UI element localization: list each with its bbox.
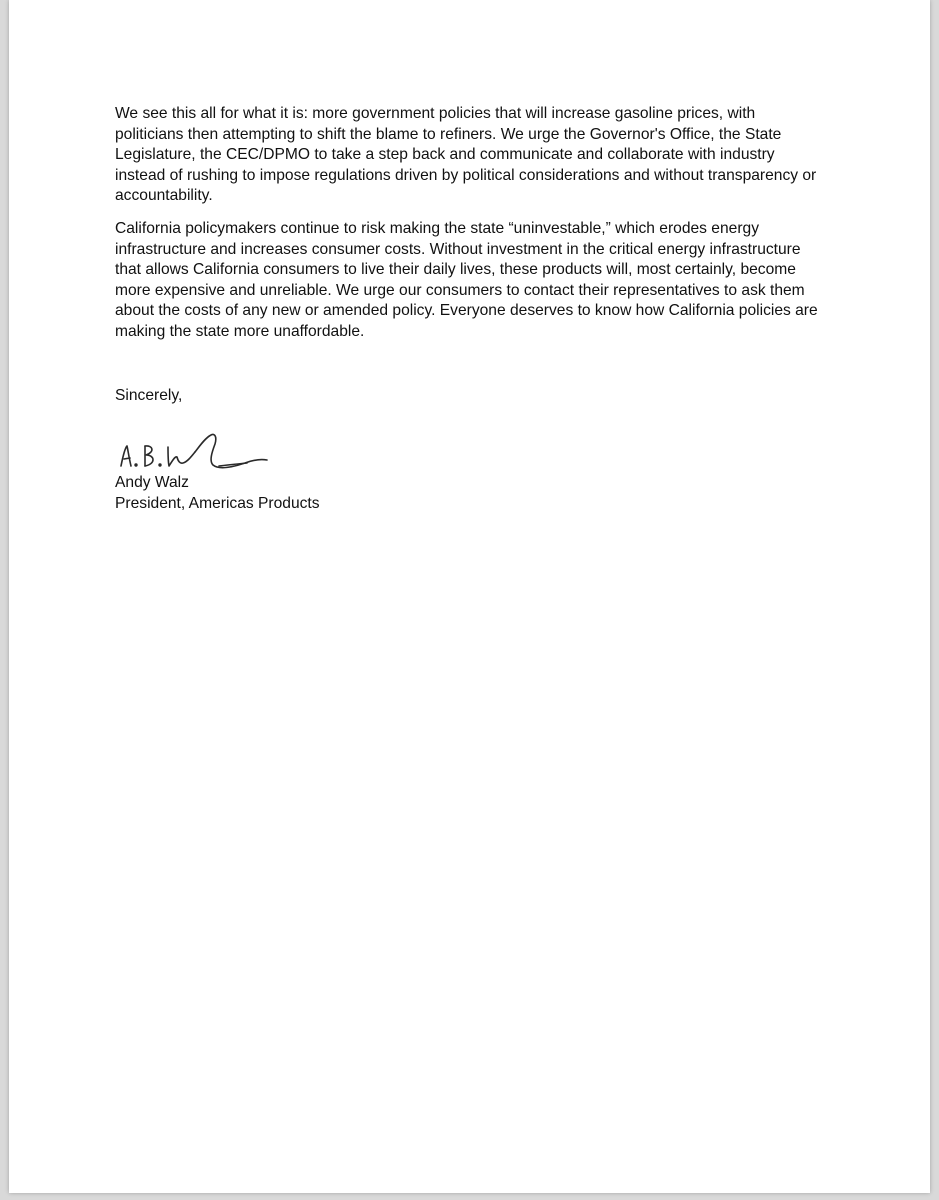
signer-name: Andy Walz [115, 474, 189, 491]
body-paragraph-2: California policymakers continue to risk making the state “uninvestable,” which erodes energy infrastructure and increases consumer costs. Without investment in the critical energy infrastructure that allows California consumers to live their daily lives, these products will, most certainly, become more expensive and unreliable. We urge our consumers to contact their representatives to ask them about the costs of any new or amended policy. Everyone deserves to know how California policies are making the state more unaffordable. [115, 219, 818, 340]
closing-salutation: Sincerely, [115, 387, 183, 404]
signer-title: President, Americas Products [115, 495, 320, 512]
letter-body [115, 104, 827, 355]
handwritten-signature [115, 430, 285, 476]
document-page [9, 0, 930, 1193]
body-paragraph-1: We see this all for what it is: more government policies that will increase gasoline prices, with politicians then attempting to shift the blame to refiners. We urge the Governor's Office, the State Legislature, the CEC/DPMO to take a step back and communicate and collaborate with industry instead of rushing to impose regulations driven by political considerations and without transparency or accountability. [115, 105, 817, 205]
